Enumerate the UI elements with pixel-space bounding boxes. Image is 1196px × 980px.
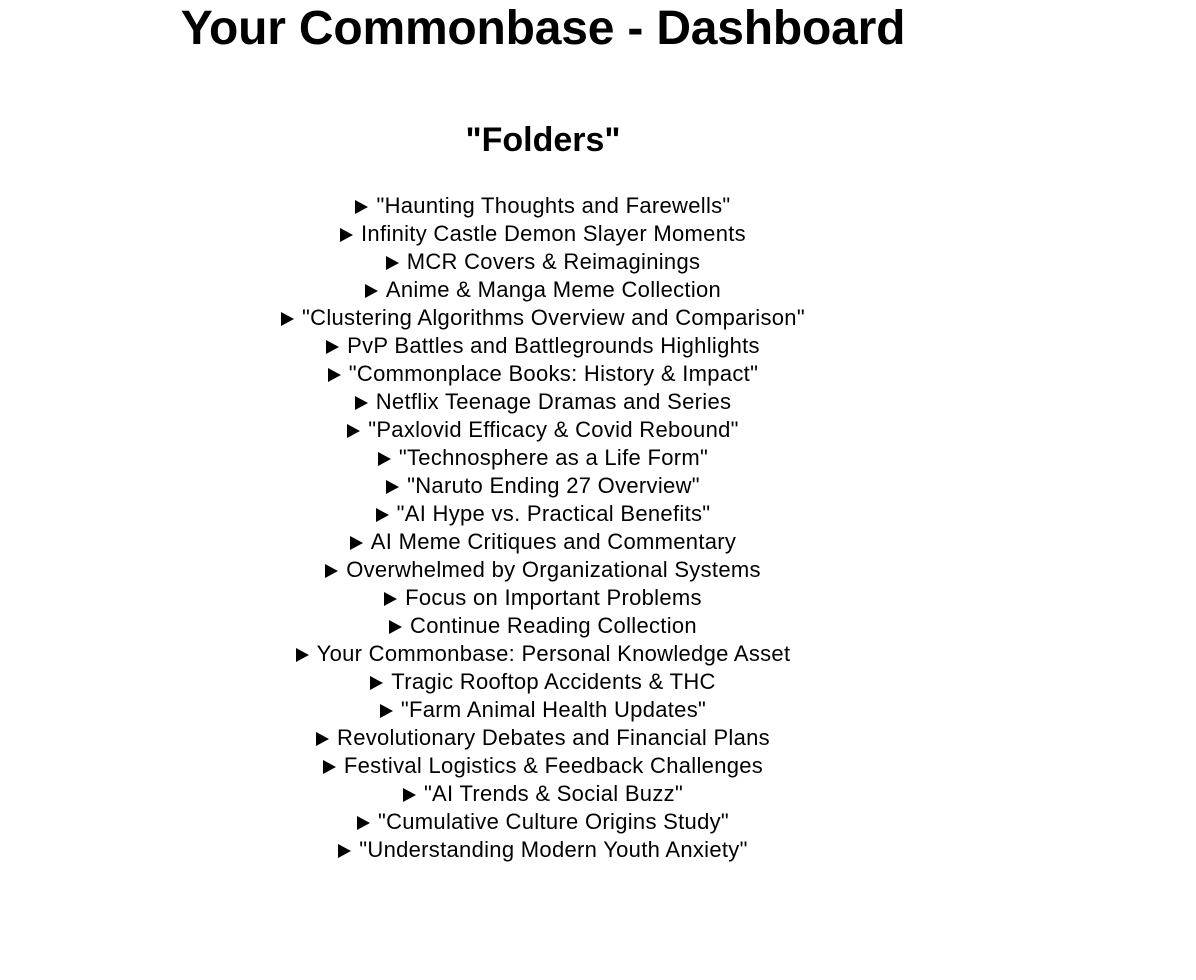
folder-label: "Commonplace Books: History & Impact" [348,361,759,386]
triangle-right-icon [355,200,368,214]
page-title: Your Commonbase - Dashboard [180,2,906,55]
folder-item[interactable] [0,752,1086,780]
folder-label: "Cumulative Culture Origins Study" [377,809,730,834]
triangle-right-icon [340,228,353,242]
folder-label: Infinity Castle Demon Slayer Moments [361,221,746,246]
folder-item[interactable] [0,276,1086,304]
folder-item[interactable] [0,220,1086,248]
triangle-right-icon [370,676,383,690]
folder-item[interactable] [0,444,1086,472]
folder-item[interactable] [0,808,1086,836]
folders-heading: "Folders" [465,121,621,159]
triangle-right-icon [365,284,378,298]
folder-label: Tragic Rooftop Accidents & THC [391,669,716,694]
folder-label: "Clustering Algorithms Overview and Comparison" [302,305,805,330]
folder-label: AI Meme Critiques and Commentary [370,529,737,554]
triangle-right-icon [323,760,336,774]
triangle-right-icon [384,592,397,606]
folder-label: Focus on Important Problems [405,585,702,610]
folder-list [0,192,1086,864]
folder-item[interactable] [0,640,1086,668]
triangle-right-icon [355,396,368,410]
folder-item[interactable] [0,416,1086,444]
folder-item[interactable] [0,388,1086,416]
triangle-right-icon [338,844,351,858]
folder-item[interactable] [0,472,1086,500]
triangle-right-icon [350,536,363,550]
triangle-right-icon [347,424,360,438]
folder-label: Overwhelmed by Organizational Systems [346,557,761,582]
folder-label: "Technosphere as a Life Form" [398,445,709,470]
folder-label: Revolutionary Debates and Financial Plans [337,725,770,750]
triangle-right-icon [389,620,402,634]
folder-label: "Paxlovid Efficacy & Covid Rebound" [368,417,739,442]
triangle-right-icon [376,508,389,522]
triangle-right-icon [326,340,339,354]
folder-item[interactable] [0,724,1086,752]
folder-item[interactable] [0,612,1086,640]
folder-label: "Haunting Thoughts and Farewells" [376,193,731,218]
folder-item[interactable] [0,304,1086,332]
folder-item[interactable] [0,836,1086,864]
folder-label: "Naruto Ending 27 Overview" [407,473,700,498]
folder-label: Continue Reading Collection [410,613,697,638]
folder-item[interactable] [0,192,1086,220]
folder-label: "AI Hype vs. Practical Benefits" [396,501,711,526]
folder-item[interactable] [0,556,1086,584]
triangle-right-icon [328,368,341,382]
folder-item[interactable] [0,332,1086,360]
folder-label: "Farm Animal Health Updates" [400,697,707,722]
folder-label: Anime & Manga Meme Collection [385,277,722,302]
folder-item[interactable] [0,584,1086,612]
folder-item[interactable] [0,248,1086,276]
triangle-right-icon [296,648,309,662]
folder-label: Festival Logistics & Feedback Challenges [343,753,764,778]
folder-label: PvP Battles and Battlegrounds Highlights [347,333,760,358]
folder-label: MCR Covers & Reimaginings [406,249,701,274]
folder-item[interactable] [0,780,1086,808]
folder-item[interactable] [0,360,1086,388]
triangle-right-icon [281,312,294,326]
triangle-right-icon [380,704,393,718]
folder-label: "Understanding Modern Youth Anxiety" [359,837,748,862]
folder-item[interactable] [0,696,1086,724]
triangle-right-icon [316,732,329,746]
folder-label: Netflix Teenage Dramas and Series [375,389,732,414]
triangle-right-icon [378,452,391,466]
triangle-right-icon [357,816,370,830]
triangle-right-icon [403,788,416,802]
triangle-right-icon [325,564,338,578]
triangle-right-icon [386,480,399,494]
folder-item[interactable] [0,500,1086,528]
triangle-right-icon [386,256,399,270]
folder-label: Your Commonbase: Personal Knowledge Asset [316,641,791,666]
folder-item[interactable] [0,528,1086,556]
folder-label: "AI Trends & Social Buzz" [423,781,684,806]
folder-item[interactable] [0,668,1086,696]
